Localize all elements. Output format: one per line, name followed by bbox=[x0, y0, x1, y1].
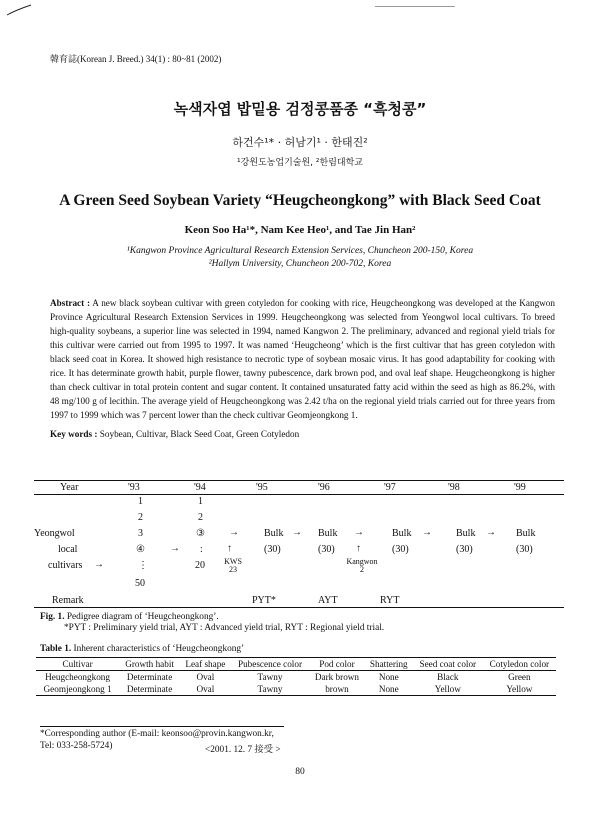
pedigree-remark: AYT bbox=[318, 595, 338, 606]
korean-authors: 하건수¹* · 허남기¹ · 한태진² bbox=[232, 136, 368, 149]
table-cell: Tawny bbox=[231, 683, 309, 696]
pedigree-line-93: 3 bbox=[138, 528, 143, 539]
pedigree-line-94: 20 bbox=[195, 560, 205, 571]
table-cell: Oval bbox=[180, 683, 231, 696]
pedigree-lines-count: (30) bbox=[456, 544, 473, 555]
pedigree-kangwon-line bbox=[342, 558, 382, 574]
table-header: Pod color bbox=[309, 658, 365, 671]
arrow-right-icon: → bbox=[422, 527, 432, 538]
arrow-right-icon: → bbox=[486, 527, 496, 538]
table-cell: Determinate bbox=[126, 672, 173, 682]
pedigree-line-93: ⋮ bbox=[138, 560, 148, 571]
pedigree-year: '97 bbox=[384, 482, 396, 493]
pedigree-lines-count: (30) bbox=[318, 544, 335, 555]
pedigree-kws-line bbox=[222, 558, 244, 574]
kws-label: KWS bbox=[224, 557, 242, 566]
pedigree-line-94-selected: ③ bbox=[196, 528, 205, 539]
pedigree-line-94: 2 bbox=[198, 512, 203, 523]
pedigree-year: '95 bbox=[256, 482, 268, 493]
table-cell: Black bbox=[437, 672, 459, 682]
pedigree-remark: RYT bbox=[380, 595, 400, 606]
korean-title: 녹색자엽 밥밑용 검정콩품종 “흑청콩” bbox=[173, 100, 427, 118]
table-cell: Tawny bbox=[257, 672, 283, 682]
scan-rule bbox=[375, 6, 455, 7]
table-caption-text: Inherent characteristics of ‘Heugcheongkong’ bbox=[73, 644, 245, 654]
table-header: Shattering bbox=[365, 658, 413, 671]
characteristics-table bbox=[36, 657, 556, 696]
table-cell: brown bbox=[309, 683, 365, 696]
keywords-label: Key words : bbox=[50, 429, 98, 439]
pedigree-remark-label: Remark bbox=[52, 595, 84, 606]
table-cell: Determinate bbox=[119, 683, 180, 696]
table-cell: Geomjeongkong 1 bbox=[36, 683, 119, 696]
figure-label: Fig. 1. bbox=[40, 612, 65, 622]
table-caption bbox=[40, 644, 244, 654]
pedigree-bulk: Bulk bbox=[516, 528, 536, 539]
table-header: Leaf shape bbox=[180, 658, 231, 671]
table-cell: Oval bbox=[196, 672, 215, 682]
pedigree-line-93: 2 bbox=[138, 512, 143, 523]
pedigree-line-94: : bbox=[200, 544, 203, 555]
pedigree-bottom-rule bbox=[34, 607, 564, 608]
pedigree-bulk: Bulk bbox=[392, 528, 412, 539]
pedigree-year: '94 bbox=[194, 482, 206, 493]
kangwon-label: Kangwon bbox=[346, 557, 378, 566]
table-header: Pubescence color bbox=[231, 658, 309, 671]
pedigree-year: '93 bbox=[128, 482, 140, 493]
arrow-right-icon: → bbox=[94, 559, 104, 570]
arrow-right-icon: → bbox=[292, 527, 302, 538]
abstract-text: A new black soybean cultivar with green cotyledon for cooking with rice, Heugcheongkong was developed at the Kangwon Province Agricultural Research Extension Services in 1999. Heugcheongkong was selected from Yeongwol local cultivars. To breed high-quality soybeans, a superior line was selected in 1994, named Kangwon 2. The preliminary, advanced and regional yield trials for this cultivar were carried out from 1995 to 1997. It was named ‘Heugcheong’ which is the first cultivar that has green cotyledon with black seed coat in Korea. It showed high resistance to necrotic type of soybean mosaic virus. It has good adaptability for cooking with rice. It has determinate growth habit, purple flower, tawny pubescence, dark brown pod, and oval leaf shape. Heugcheongkong is higher than check cultivar in total protein content and sugar content. It contained unsaturated fatty acid within the seed as high as 86.2%, with 48 mg/100 g of lecithin. The average yield of Heugcheongkong was 2.42 t/ha on the regional yield trials carried out for three years from 1997 to 1999 which was 7 percent lower than the check cultivar Geomjeongkong 1. bbox=[50, 298, 555, 420]
korean-affiliations: ¹강원도농업기술원, ²한림대학교 bbox=[237, 158, 363, 168]
table-cell: Yellow bbox=[413, 683, 483, 696]
arrow-right-icon: → bbox=[354, 527, 364, 538]
figure-note: *PYT : Preliminary yield trial, AYT : Advanced yield trial, RYT : Regional yield trial. bbox=[64, 623, 385, 633]
abstract-label: Abstract : bbox=[50, 298, 91, 308]
table-cell: Yellow bbox=[483, 683, 556, 696]
pedigree-line-93: 1 bbox=[138, 496, 143, 507]
corresponding-author: *Corresponding author (E-mail: keonsoo@provin.kangwon.kr, bbox=[40, 729, 274, 739]
table-cell: Heugcheongkong bbox=[45, 672, 110, 682]
table-label: Table 1. bbox=[40, 644, 72, 654]
arrow-right-icon: → bbox=[229, 527, 239, 538]
footnote-rule bbox=[40, 726, 284, 727]
table-row bbox=[36, 683, 556, 696]
table-cell: Green bbox=[508, 672, 531, 682]
arrow-up-icon: ↑ bbox=[227, 543, 232, 554]
page-number: 80 bbox=[295, 767, 305, 777]
abstract bbox=[50, 296, 555, 422]
journal-citation: 韓育誌(Korean J. Breed.) 34(1) : 80~81 (2002) bbox=[50, 54, 222, 64]
pedigree-line-93-selected: ④ bbox=[136, 544, 145, 555]
pedigree-bulk: Bulk bbox=[456, 528, 476, 539]
pedigree-bulk: Bulk bbox=[318, 528, 338, 539]
table-header: Cotyledon color bbox=[483, 658, 556, 671]
arrow-up-icon: ↑ bbox=[356, 543, 361, 554]
kws-number: 23 bbox=[229, 565, 237, 574]
pedigree-source: local bbox=[58, 544, 78, 555]
english-authors: Keon Soo Ha¹*, Nam Kee Heo¹, and Tae Jin Han² bbox=[184, 224, 416, 236]
pedigree-year: '98 bbox=[448, 482, 460, 493]
keywords-text: Soybean, Cultivar, Black Seed Coat, Green Cotyledon bbox=[99, 429, 300, 439]
table-header-row bbox=[36, 658, 556, 671]
table-row bbox=[36, 671, 556, 684]
pedigree-lines-count: (30) bbox=[264, 544, 281, 555]
pedigree-line-93: 50 bbox=[135, 578, 145, 589]
table-header: Seed coat color bbox=[413, 658, 483, 671]
pedigree-bulk: Bulk bbox=[264, 528, 284, 539]
pedigree-year: '99 bbox=[514, 482, 526, 493]
pedigree-top-rule bbox=[34, 480, 564, 481]
keywords bbox=[50, 429, 299, 439]
table-cell: None bbox=[378, 672, 399, 682]
table-header: Cultivar bbox=[36, 658, 119, 671]
author-telephone: Tel: 033-258-5724) bbox=[40, 741, 113, 751]
pedigree-source: Yeongwol bbox=[34, 528, 75, 539]
pedigree-diagram bbox=[34, 474, 564, 608]
kangwon-number: 2 bbox=[360, 565, 364, 574]
pedigree-lines-count: (30) bbox=[392, 544, 409, 555]
pedigree-lines-count: (30) bbox=[516, 544, 533, 555]
english-title: A Green Seed Soybean Variety “Heugcheongkong” with Black Seed Coat bbox=[59, 192, 541, 209]
arrow-right-icon: → bbox=[170, 543, 180, 554]
pedigree-year-label: Year bbox=[60, 482, 79, 493]
received-date: <2001. 12. 7 接受 > bbox=[205, 745, 281, 755]
table-cell: None bbox=[365, 683, 413, 696]
affiliation-1: ¹Kangwon Province Agricultural Research Extension Services, Chuncheon 200-150, Korea bbox=[126, 246, 474, 256]
pedigree-header-rule bbox=[34, 494, 564, 495]
figure-caption-text: Pedigree diagram of ‘Heugcheongkong’. bbox=[66, 612, 219, 622]
pedigree-source: cultivars bbox=[48, 560, 83, 571]
pedigree-line-94: 1 bbox=[198, 496, 203, 507]
pedigree-remark: PYT* bbox=[252, 595, 276, 606]
scan-mark-icon bbox=[6, 4, 32, 16]
table-cell: Dark brown bbox=[314, 672, 360, 682]
pedigree-year: '96 bbox=[318, 482, 330, 493]
table-header: Growth habit bbox=[119, 658, 180, 671]
affiliation-2: ²Hallym University, Chuncheon 200-702, Korea bbox=[208, 259, 392, 269]
figure-caption bbox=[40, 612, 219, 622]
